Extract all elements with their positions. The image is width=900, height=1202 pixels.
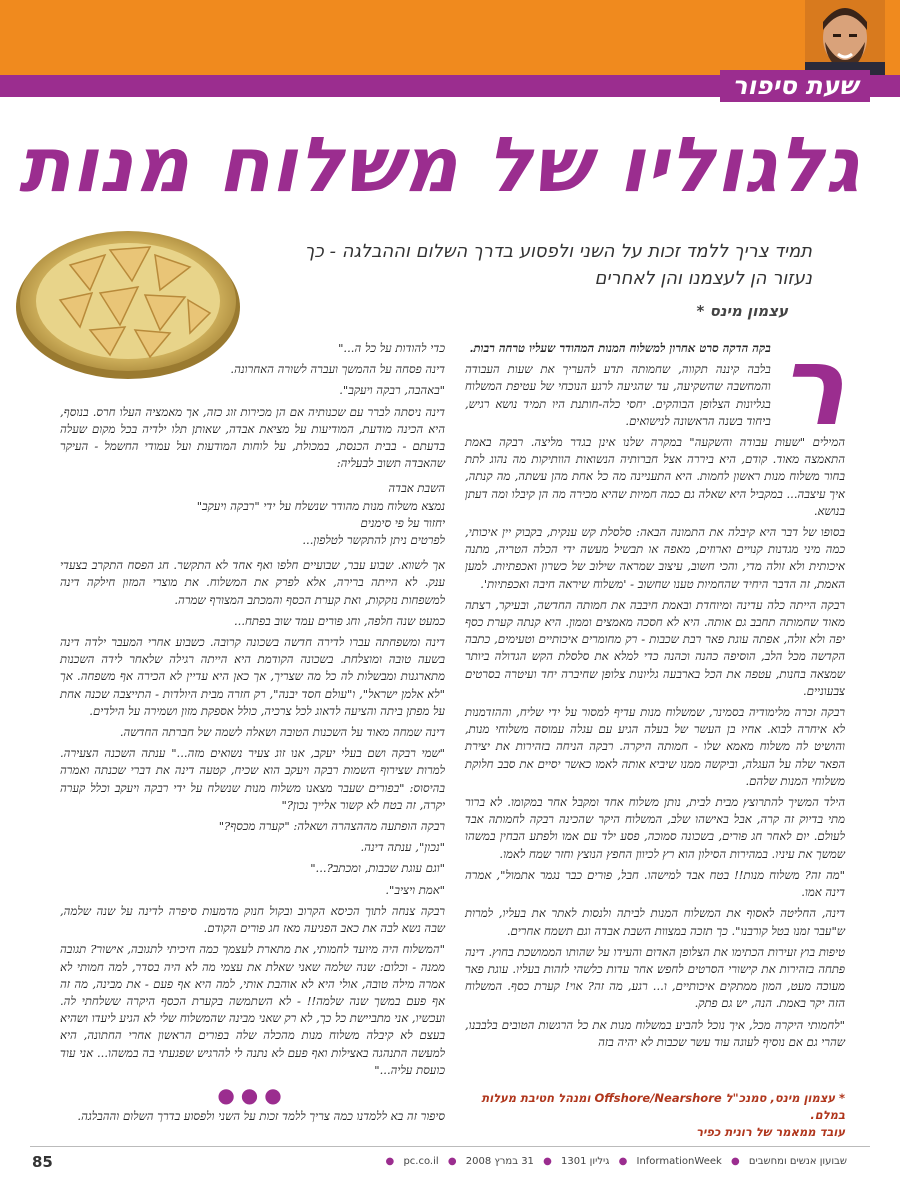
paragraph: המילים "שעות עבודה והשקעה" במקרה שלנו אינן בגדר מליצה. רבקה באמת התאמצה מאוד. קודם, היא ביררה אצל חברותיה הנשואות הוותיקות מה נהוג לתת בחור משלוח מנות ראשון לחמות. היא התעניינה מה כל אחת מהן עשתה, מה קנתה, איך עיצבה... במקביל היא שאלה גם כמה חמיות שהיא מכירה מה הן קיבלו ומה דעתן בנושא. (465, 435, 845, 518)
paragraph: רבקה הופתעה מההצהרה ושאלה: "קערה מכסף?" (218, 819, 445, 834)
article-title: גלגוליו של משלוח מנות (18, 120, 860, 209)
footer-site: pc.co.il (403, 1156, 439, 1167)
footer-info (70, 1156, 850, 1167)
author-photo (805, 0, 885, 75)
paragraph: "לחמותי היקרה מכל, איך נוכל להביע במשלוח מנות את כל הרגשות הטובים בלבבנו, שהרי גם אם נוסיף לעוגה עוד עשר שכבות לא יהיה בזה (465, 1017, 845, 1049)
paragraph: "וגם עוגת שכבות, ומכתב?..." (310, 861, 445, 876)
paragraph: "שמי רבקה ושם בעלי יעקב, אנו זוג צעיר נשואים מזה..." ענתה השכנה הצעירה. למרות שצירוף השמות רבקה ויעקב הוא שכיח, קטעה דינה את דברי שכנתה ואמרה בהיסוס: "בפורים שעבר מצאנו משלוח מנות שנשלח על ידי רבקה ויעקב וכלל קערה יקרה, זה בטח לא קשור אלייך נכון?" (60, 746, 445, 812)
paragraph: "המשלוח היה מיועד לחמותי, את מתארת לעצמך כמה חיכיתי לתגובה, אישור? תגובה ממנה - וכלום: שנה שלמה שאני שאלת את עצמי מה לא היה בסדר, למה חמותי לא אמרה מילה טובה, אולי היא לא אוהבת אותי, למה היא אף פעם - את מבינה, מה זה אף פעם במשך שנה שלמה!! - לא השתמשה בקערת הכסף היקרה ששלחתי לה. ועכשיו, אני מתביישת כל כך, לא רק שאני מבינה שהמשלוח שלי לא הגיע ליעדו ושהיא בעצם לא קיבלה משלוח מנות מהכלה שלה בפורים הראשון אחרי החתונה, היא למעשה התנהגה באצילות ואף פעם לא נתנה לי להרגיש שפגעתי בה במשהו... אני עוד כועסת עליה..." (60, 942, 445, 1077)
paragraph: דינה שמחה מאוד על השכנות הטובה ושאלה לשמה של חברתה החדשה. (119, 725, 445, 740)
article-column-right (465, 322, 845, 1055)
paragraph: דינה ומשפחתה עברו לדירה חדשה בשכונה קרובה. כשבוע אחרי המעבר ילדה דינה בשעה טובה ומוצלחת. בשכונה הקודמת היא הייתה רגילה שלאחר לידה השכנות מתארגנות ומבשלות לה כל מה שצריך, אך כאן היא עדיין לא הכירה אף משפחה. אך "לא אלמן ישראל", ו"עולם חסד יבנה", רק חזרה מבית היולדות - התייצבה שכנה אחת על מפתן ביתה והציעה לדאוג לכל צרכיה, כולל אספקת מזון ושמירה על הילדים. (60, 635, 445, 718)
paragraph: בסופו של דבר היא קיבלה את התמונה הבאה: סלסלת קש ענקית, בקבוק יין איכותי, כמה מיני מגדנות קנויים וארוזים, מאפה או תבשיל מעשה ידי הכלה הטריה, מתנה איכותית ולא זולה מדי, והכי חשוב, עיצוב שמראה שילוב של כשרון ואכפתיות. למען האמת, זה הדבר היחיד שהחמיות טענו שחשוב - 'משלוח שיראה חיבה ואכפתיות'. (465, 525, 845, 591)
author-footnote (455, 1090, 845, 1141)
closing-paragraph: סיפור זה בא ללמדנו כמה צריך ללמד זכות על השני ולפסוע בדרך השלום וההבלגה. (77, 1109, 445, 1124)
bullet-icon: ● (618, 1156, 628, 1167)
paragraph: דינה, החליטה לאסוף את המשלוח המנות לביתה ולנסות לאתר את בעליו, למרות ש"עבר זמנו בטל קורבנו". כך תזכה במצוות השבת אבדה וגם תשמח אחרים. (465, 906, 845, 938)
paragraph: כדי להודות על כל ה..." (338, 341, 445, 355)
bullet-icon: ● (385, 1156, 395, 1167)
bullet-icon: ● (543, 1156, 552, 1167)
bullet-icon: ● (447, 1156, 457, 1167)
paragraph: "נכון", ענתה דינה. (360, 840, 445, 855)
footer-publication: InformationWeek (636, 1156, 722, 1167)
paragraph: טיפות בוץ זעירות הכתימו את הצלופן האדום והעידו על שהותו הממושכת בחוץ. דינה פתחה בזהירות את קישורי הסרטים לחפש אחר עדות כלשהי לזהות בעליו. עוגת פאר מעוכה מעט, המון ממתקים איכותיים, ו... רגע, מה זה? אוי! קערת כסף. המשלוח הזה יקר באמת. הנה, יש גם פתק. (465, 944, 845, 1011)
paragraph: רבקה זכרה מלימודיה בסמינר, שמשלוח מנות עדיף למסור על ידי שליח, וההזדמנות לא איחרה לבוא. אחיו בן העשר של בעלה הגיע עם עגלה עמוסה משלוחי מנות, והושיט לה משלוח מאמא שלו - חמותה היקרה. רבקה הניחה בזהירות את יצירת הפאר שלה על העגלה, וביקשה ממנו שיביא אותה לאמו כאשר יסיים את סבב חלוקת משלוחי המנות שלהם. (465, 705, 845, 788)
paragraph: הילד המשיך להתרוצץ מבית לבית, נותן משלוח אחד ומקבל אחר במקומו. לא ברור מתי בדיוק זה קרה, אבל באישהו שלב, המשלוח היקר שהכינה רבקה לחמותה אבד לעולם. יום לאחר חג פורים, בשכונה סמוכה, פסע ילד עם אמו ולפתע הבחין במשהו שמשך את עיניו. במהירות הסילון הוא רץ לכיוון החפץ הנוצץ וחזר שמח לאמו. (465, 795, 845, 861)
footer-divider (30, 1146, 870, 1147)
footer-date: 31 במרץ 2008 (465, 1156, 534, 1167)
bullet-icon: ● (730, 1156, 740, 1167)
section-label: שעת סיפור (720, 70, 870, 102)
footer-tagline: שבועון אנשים ומחשבים (748, 1156, 847, 1167)
article-subtitle: תמיד צריך ללמד זכות על השני ולפסוע בדרך השלום וההבלגה - כך נעזור הן לעצמנו והן לאחרים (304, 241, 812, 289)
paragraph: בלבה קיננה תקווה, שחמותה תדע להעריך את שעות העבודה והמחשבה שהשקיעה, עד שהגיעה לרגע הנוכחי של עטיפת המשלוח בגליונות הצלופן הבוהקים. יחסי כלה-חותנת היו תמיד נושא רגיש, ביחוד בשנה הראשונה לנישואים. (465, 362, 771, 428)
section-divider-dots: ●●● (217, 1082, 288, 1107)
footnote-line: עובד ממאמר של רונית כפיר (696, 1125, 845, 1139)
paragraph: "באהבה, רבקה ויעקב". (339, 383, 445, 398)
paragraph: "מה זה? משלוח מנות!! בטח אבד למישהו. חבל, פורים כבר נגמר אתמול", אמרה דינה אמו. (465, 867, 845, 900)
paragraph: "אמת ויציב". (385, 882, 445, 897)
paragraph: דינה ניסתה לברר עם שכנותיה אם הן מכירות זוג כזה, אך מאמציה העלו חרס. בנוסף, היא הכינה מודעת, המודיעות על מציאת אבדה, שאותן תלו ילדיה בכל מקום שעלה בדעתם - בבית הכנסת, במכולת, על לוחות המודעות ועל עמודי החשמל - העיקר שהאבדה תשוב לבעליה: (60, 404, 445, 471)
paragraph: רבקה צנחה לתוך הכיסא הקרוב ובקול חנוק מדמעות סיפרה לדינה על שנה שלמה, שבה נשא לבה את כאב הפגיעה מאז חג פורים הקודם. (60, 903, 445, 936)
paragraph: דינה פסחה על ההמשך ועברה לשורה האחרונה. (230, 362, 445, 377)
drop-cap: ר (778, 322, 845, 450)
article-column-left (60, 340, 445, 1129)
paragraph: אך לשווא. שבוע עבר, שבועיים חלפו ואף אחד לא התקשר. חג הפסח התקרב בצעדי ענק. לא הייתה ברירה, אלא לפרק את המשלוח. את מוצרי המזון חילקה דינה למשפחות נזקקות, ואת קערת הכסף והמכתב המצורף שמרה. (60, 558, 445, 607)
paragraph: כמעט שנה חלפה, וחג פורים עמד שוב בפתח... (233, 613, 445, 628)
paragraph: רבקה הייתה כלה עדינה ומיוחדת ובאמת חיבבה את חמותה החדשה, ובעיקר, רצתה מאוד שחמותה תחבב גם אותה. היא לא חסכה מאמצים וממון. היא קנתה קערת כסף יפה ולא זולה, אפתה עוגת פאר רבת שכבות - רק מחומרים איכותיים וטעימים, כתבה הקדשה מכל הלב, הוסיפה כהנה וכהנה כדי למלא את סלסלת הקש הגדולה ביותר שמצאה בחנות, עטפה את הכל בארבעה גליונות צלופן שחיברה יחד ועיטרה בסרטים צבעוניים. (465, 597, 845, 698)
header-orange-band (0, 0, 900, 75)
footnote-line: * עצמון מינס, סמנכ"ל Offshore/Nearshore ומנהל חטיבת מעלות במלם. (481, 1091, 845, 1122)
lost-item-notice: השבת אבדה נמצא משלוח מנות מהודר שנשלח על ידי "רבקה ויעקב" יחזור על פי סימנים לפרטים ניתן להתקשר לטלפון... (196, 481, 445, 548)
footer-issue: גיליון 1301 (561, 1156, 610, 1167)
author-byline: עצמון מינס * (696, 302, 788, 320)
page-number: 85 (32, 1153, 53, 1171)
lead-paragraph: בקה הדקה סרט אחרון למשלוח המנות המהודר שעליו טרחה רבות. (469, 341, 771, 355)
